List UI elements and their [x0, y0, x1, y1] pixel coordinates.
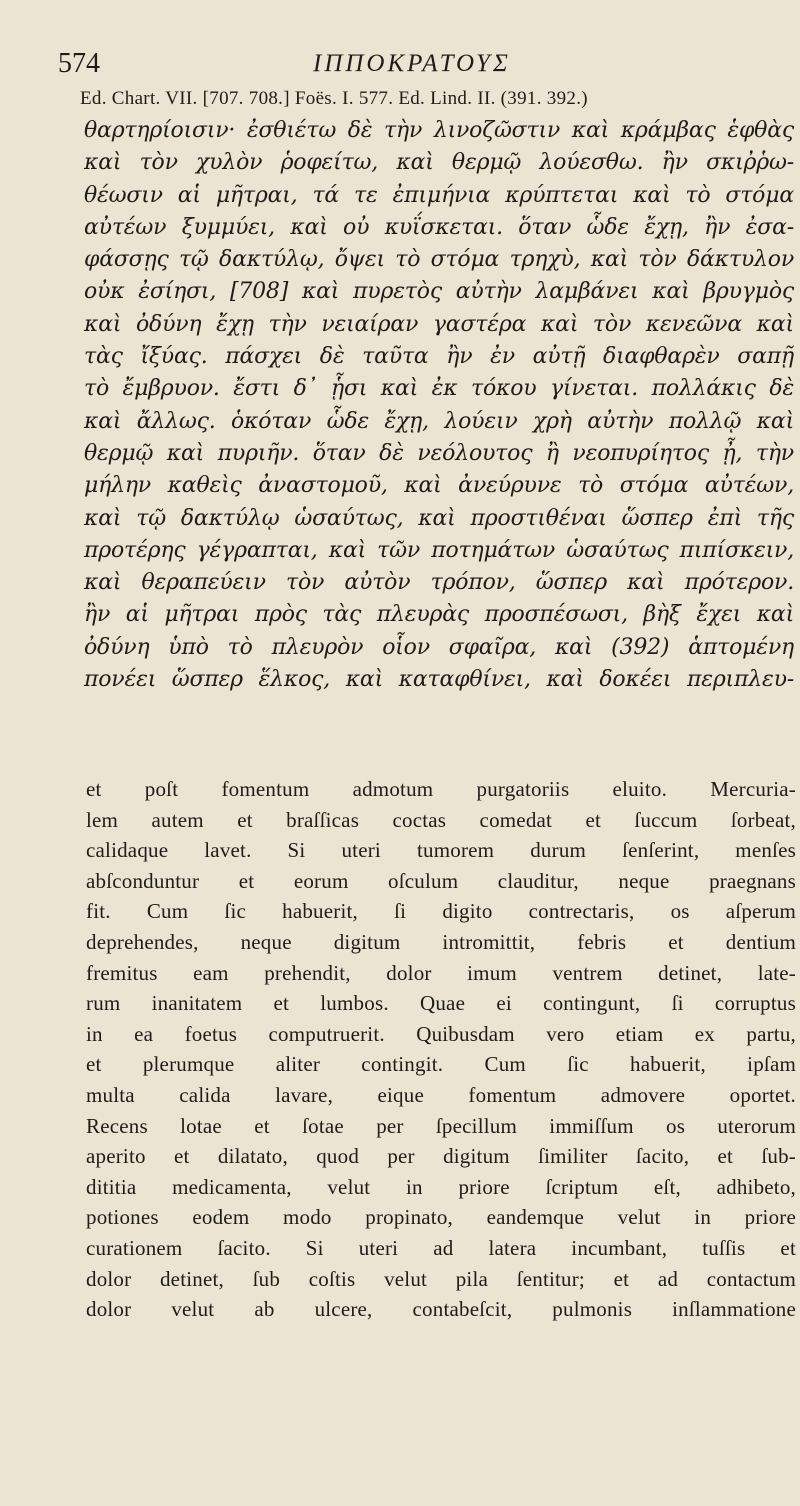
greek-text-line: μήλην καθεὶς ἀναστομοῦ, καὶ ἀνεύρυνε τὸ στόμα αὐτέων, [84, 473, 794, 499]
greek-text-line: προτέρης γέγραπται, καὶ τῶν ποτημάτων ὡσαύτως πιπίσκειν, [84, 537, 794, 563]
greek-text-line: καὶ τῷ δακτύλῳ ὡσαύτως, καὶ προστιθέναι ὥσπερ ἐπὶ τῆς [84, 505, 794, 531]
greek-text-line: θερμῷ καὶ πυριῆν. ὅταν δὲ νεόλουτος ἢ νεοπυρίητος ᾖ, τὴν [84, 440, 794, 466]
greek-text-line: καὶ τὸν χυλὸν ῥοφείτω, καὶ θερμῷ λούεσθω. ἢν σκιῤῥω- [84, 150, 794, 176]
latin-text-line: deprehendes, neque digitum intromittit, febris et dentium [86, 929, 796, 954]
latin-text-line: fremitus eam prehendit, dolor imum ventrem detinet, late- [86, 960, 796, 985]
latin-text-line: dolor velut ab ulcere, contabeſcit, pulmonis inſlammatione [86, 1297, 796, 1322]
latin-text-line: curationem ſacito. Si uteri ad latera incumbant, tuſſis et [86, 1235, 796, 1260]
latin-text-line: in ea foetus computruerit. Quibusdam vero etiam ex partu, [86, 1021, 796, 1046]
greek-text-line: ὀδύνη ὑπὸ τὸ πλευρὸν οἷον σφαῖρα, καὶ (392) ἁπτομένη [84, 634, 794, 660]
latin-text-line: fit. Cum ſic habuerit, ſi digito contrectaris, os aſperum [86, 899, 796, 924]
greek-text-line: αὐτέων ξυμμύει, καὶ οὐ κυΐσκεται. ὅταν ὧδε ἔχῃ, ἢν ἐσα- [84, 214, 794, 240]
greek-text-line: πονέει ὥσπερ ἕλκος, καὶ καταφθίνει, καὶ δοκέει περιπλευ- [84, 667, 794, 693]
greek-text-line: καὶ ἄλλως. ὁκόταν ὧδε ἔχῃ, λούειν χρὴ αὐτὴν πολλῷ καὶ [84, 408, 794, 434]
latin-text-line: et plerumque aliter contingit. Cum ſic habuerit, ipſam [86, 1052, 796, 1077]
page-header [58, 48, 788, 88]
edition-reference-line: Ed. Chart. VII. [707. 708.] Foës. I. 577. Ed. Lind. II. (391. 392.) [80, 88, 588, 109]
greek-text-line: θέωσιν αἱ μῆτραι, τά τε ἐπιμήνια κρύπτεται καὶ τὸ στόμα [84, 182, 794, 208]
greek-text-line: φάσσῃς τῷ δακτύλῳ, ὄψει τὸ στόμα τρηχὺ, καὶ τὸν δάκτυλον [84, 247, 794, 273]
greek-text-line: θαρτηρίοισιν· ἐσθιέτω δὲ τὴν λινοζῶστιν καὶ κράμβας ἑφθὰς [84, 118, 794, 143]
latin-text-line: dolor detinet, ſub coſtis velut pila ſentitur; et ad contactum [86, 1266, 796, 1291]
latin-translation-block [86, 774, 796, 1325]
latin-text-line: aperito et dilatato, quod per digitum ſimiliter ſacito, et ſub- [86, 1144, 796, 1169]
page-number: 574 [58, 48, 100, 79]
latin-text-line: calidaque lavet. Si uteri tumorem durum ſenſerint, menſes [86, 838, 796, 863]
greek-text-line: τὸ ἔμβρυον. ἔστι δ᾽ ᾗσι καὶ ἐκ τόκου γίνεται. πολλάκις δὲ [84, 376, 794, 402]
greek-text-line: καὶ ὀδύνη ἔχῃ τὴν νειαίραν γαστέρα καὶ τὸν κενεῶνα καὶ [84, 311, 794, 337]
latin-text-line: et poſt fomentum admotum purgatoriis eluito. Mercuria- [86, 777, 796, 801]
latin-text-line: dititia medicamenta, velut in priore ſcriptum eſt, adhibeto, [86, 1174, 796, 1199]
latin-text-line: lem autem et braſſicas coctas comedat et ſuccum ſorbeat, [86, 807, 796, 832]
greek-text-line: τὰς ἴξύας. πάσχει δὲ ταῦτα ἢν ἐν αὐτῇ διαφθαρὲν σαπῇ [84, 344, 794, 370]
latin-text-line: multa calida lavare, eique fomentum admovere oportet. [86, 1082, 796, 1107]
running-head: ΙΠΠΟΚΡΑΤΟΥΣ [313, 50, 511, 77]
latin-text-line: Recens lotae et ſotae per ſpecillum immiſſum os uterorum [86, 1113, 796, 1138]
greek-text-line: καὶ θεραπεύειν τὸν αὐτὸν τρόπον, ὥσπερ καὶ πρότερον. [84, 570, 794, 596]
latin-text-line: rum inanitatem et lumbos. Quae ei contingunt, ſi corruptus [86, 991, 796, 1016]
greek-text-block [84, 115, 794, 696]
greek-text-line: οὐκ ἐσίησι, [708] καὶ πυρετὸς αὐτὴν λαμβάνει καὶ βρυγμὸς [84, 279, 794, 305]
latin-text-line: potiones eodem modo propinato, eandemque velut in priore [86, 1205, 796, 1230]
latin-text-line: abſconduntur et eorum oſculum clauditur, neque praegnans [86, 868, 796, 893]
greek-text-line: ἢν αἱ μῆτραι πρὸς τὰς πλευρὰς προσπέσωσι, βὴξ ἔχει καὶ [84, 602, 794, 628]
